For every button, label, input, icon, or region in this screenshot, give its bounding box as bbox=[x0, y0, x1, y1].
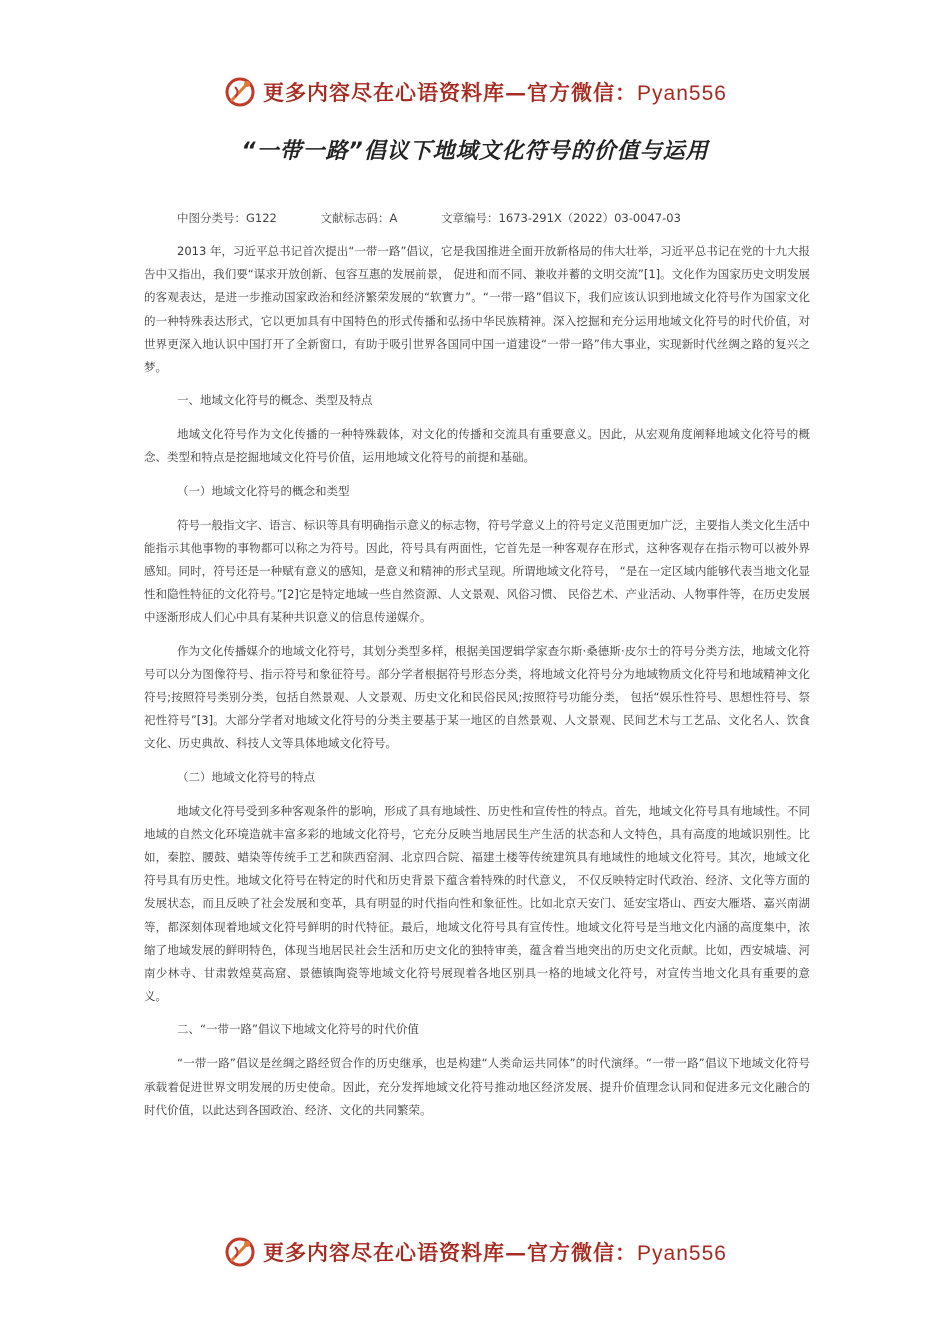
wechat-id: Pyan556 bbox=[637, 82, 727, 105]
banner-text: 更多内容尽在心语资料库—官方微信：Pyan556 bbox=[263, 80, 727, 105]
section-heading-2: 二、“一带一路”倡议下地域文化符号的时代价值 bbox=[177, 1022, 419, 1037]
paragraph-intro: 2013 年，习近平总书记首次提出“一带一路”倡议，它是我国推进全面开放新格局的伟大壮举，习近平总书记在党的十九大报告中又指出，我们要“谋求开放创新、包容互惠的发展前景， 促进和而不同、兼收并蓄的文明交流”[1]。文化作为国家历史文明发展的客观表达，是进一步推动国家政治和经济繁荣发展的“软實力”。“一带一路”倡议下，我们应该认识到地域文化符号作为国家文化的一种特殊表达形式，它以更加具有中国特色的形式传播和弘扬中华民族精神。深入挖掘和充分运用地域文化符号的时代价值，对世界更深入地认识中国打开了全新窗口，有助于吸引世界各国同中国一道建设“一带一路”伟大事业，实现新时代丝绸之路的复兴之梦。 bbox=[144, 244, 810, 375]
article-body bbox=[144, 240, 810, 1132]
paragraph: 地域文化符号受到多种客观条件的影响，形成了具有地域性、历史性和宣传性的特点。首先，地域文化符号具有地域性。不同地域的自然文化环境造就丰富多彩的地域文化符号，它充分反映当地居民生产生活的状态和人文特色，具有高度的地域识别性。比如，秦腔、腰鼓、蜡染等传统手工艺和陕西窑洞、北京四合院、福建土楼等传统建筑具有地域性的地域文化符号。其次，地域文化符号具有历史性。地域文化符号在特定的时代和历史背景下蕴含着特殊的时代意义， 不仅反映特定时代政治、经济、文化等方面的发展状态，而且反映了社会发展和变革，具有明显的时代指向性和象征性。比如北京天安门、延安宝塔山、西安大雁塔、嘉兴南湖等，都深刻体现着地域文化符号鲜明的时代特征。最后，地域文化符号具有宣传性。地域文化符号是当地文化内涵的高度集中，浓缩了地域发展的鲜明特色，体现当地居民社会生活和历史文化的独特审美，蕴含着当地突出的历史文化贡献。比如，西安城墙、河南少林寺、甘肃敦煌莫高窟、景德镇陶瓷等地域文化符号展现着各地区别具一格的地域文化符号，对宣传当地文化具有重要的意义。 bbox=[144, 803, 810, 1004]
watermark-banner-bottom bbox=[0, 1232, 950, 1272]
document-code: 文献标志码：A bbox=[320, 211, 398, 225]
article-title: “一带一路”倡议下地域文化符号的价值与运用 bbox=[241, 139, 709, 164]
paragraph: 符号一般指文字、语言、标识等具有明确指示意义的标志物，符号学意义上的符号定义范围更加广泛，主要指人类文化生活中能指示其他事物的事物都可以称之为符号。因此，符号具有两面性，它首先是一种客观存在形式，这种客观存在指示物可以被外界感知。同时，符号还是一种赋有意义的感知，是意义和精神的形式呈现。所谓地域文化符号， “是在一定区域内能够代表当地文化显性和隐性特征的文化符号。”[2]它是特定地域一些自然资源、人文景观、风俗习惯、 民俗艺术、产业活动、人物事件等，在历史发展中逐渐形成人们心中具有某种共识意义的信息传递媒介。 bbox=[144, 517, 810, 625]
logo-icon bbox=[223, 1235, 257, 1269]
banner-text: 更多内容尽在心语资料库—官方微信：Pyan556 bbox=[263, 1240, 727, 1265]
subsection-heading-1-2: （二）地域文化符号的特点 bbox=[177, 769, 315, 784]
clc-number: 中图分类号：G122 bbox=[177, 211, 277, 225]
subsection-heading-1-1: （一）地域文化符号的概念和类型 bbox=[177, 483, 350, 498]
paragraph: “一带一路”倡议是丝绸之路经贸合作的历史继承，也是构建“人类命运共同体”的时代演绎。“一带一路”倡议下地域文化符号承载着促进世界文明发展的历史使命。因此，充分发挥地域文化符号推动地区经济发展、提升价值理念认同和促进多元文化融合的时代价值，以此达到各国政治、经济、文化的共同繁荣。 bbox=[144, 1056, 810, 1117]
watermark-banner-top bbox=[0, 72, 950, 112]
article-number: 文章编号：1673-291X（2022）03-0047-03 bbox=[441, 211, 681, 225]
article-meta bbox=[177, 210, 721, 226]
wechat-id: Pyan556 bbox=[637, 1242, 727, 1265]
paragraph: 作为文化传播媒介的地域文化符号，其划分类型多样，根据美国逻辑学家查尔斯·桑德斯·皮尔士的符号分类方法，地域文化符号可以分为图像符号、指示符号和象征符号。部分学者根据符号形态分类，将地域文化符号分为地域物质文化符号和地域精神文化符号;按照符号类别分类，包括自然景观、人文景观、历史文化和民俗民风;按照符号功能分类， 包括“娱乐性符号、思想性符号、祭祀性符号”[3]。大部分学者对地域文化符号的分类主要基于某一地区的自然景观、人文景观、民间艺术与工艺品、文化名人、饮食文化、历史典故、科技人文等具体地域文化符号。 bbox=[144, 643, 810, 751]
logo-icon bbox=[223, 75, 257, 109]
paragraph: 地域文化符号作为文化传播的一种特殊载体，对文化的传播和交流具有重要意义。因此，从宏观角度阐释地域文化符号的概念、类型和特点是挖掘地域文化符号价值，运用地域文化符号的前提和基础。 bbox=[144, 427, 810, 465]
section-heading-1: 一、地域文化符号的概念、类型及特点 bbox=[177, 393, 373, 408]
